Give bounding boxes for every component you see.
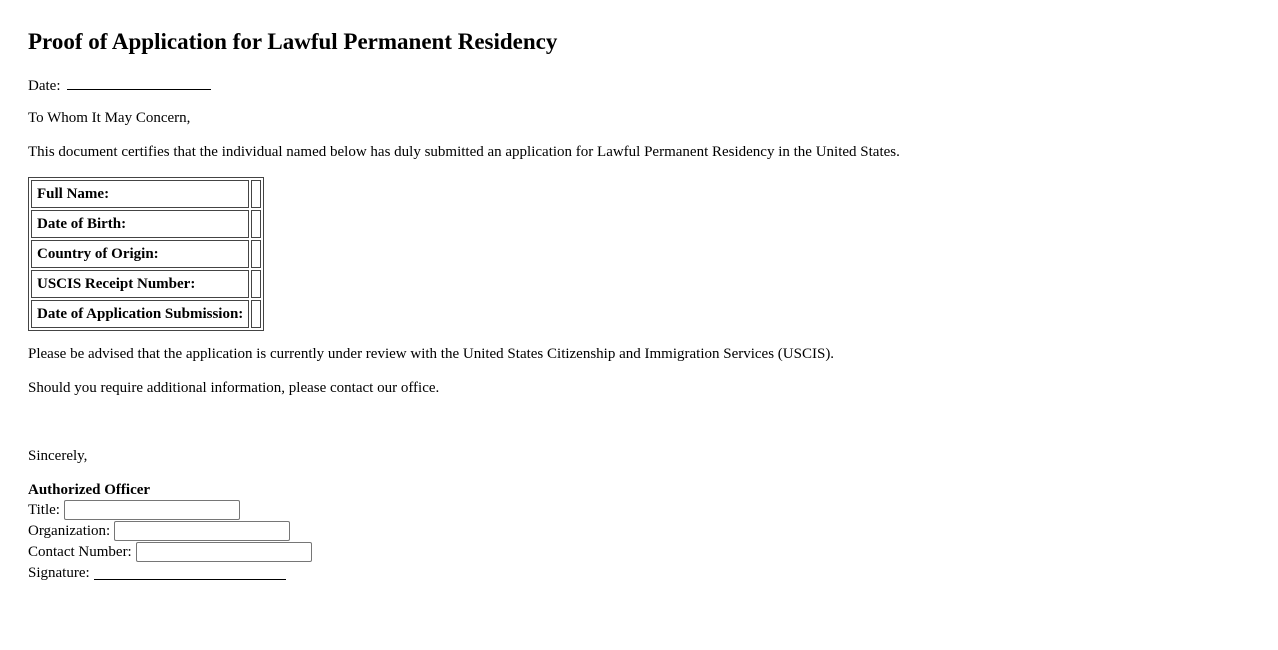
signature-label: Signature: bbox=[28, 564, 90, 581]
date-of-birth-label: Date of Birth: bbox=[31, 210, 249, 238]
contact-notice: Should you require additional information, please contact our office. bbox=[28, 380, 440, 396]
table-row bbox=[31, 270, 261, 298]
signature-row bbox=[28, 562, 312, 583]
full-name-label: Full Name: bbox=[31, 180, 249, 208]
title-input[interactable] bbox=[64, 500, 240, 520]
application-submission-date-label: Date of Application Submission: bbox=[31, 300, 249, 328]
table-row bbox=[31, 300, 261, 328]
contact-number-row bbox=[28, 541, 312, 562]
table-row bbox=[31, 240, 261, 268]
review-notice: Please be advised that the application is currently under review with the United States Citizenship and Immigration Services (USCIS). bbox=[28, 346, 835, 362]
application-submission-date-value bbox=[251, 300, 261, 328]
table-row bbox=[31, 210, 261, 238]
applicant-info-table bbox=[28, 177, 264, 331]
date-blank bbox=[67, 75, 211, 90]
document-title: Proof of Application for Lawful Permanent Residency bbox=[28, 29, 558, 54]
salutation: To Whom It May Concern, bbox=[28, 110, 191, 126]
contact-number-label: Contact Number: bbox=[28, 543, 132, 560]
officer-heading: Authorized Officer bbox=[28, 482, 151, 498]
organization-row bbox=[28, 520, 312, 541]
country-of-origin-label: Country of Origin: bbox=[31, 240, 249, 268]
date-line bbox=[28, 75, 211, 95]
uscis-receipt-number-value bbox=[251, 270, 261, 298]
date-of-birth-value bbox=[251, 210, 261, 238]
title-label: Title: bbox=[28, 501, 60, 518]
contact-number-input[interactable] bbox=[136, 542, 312, 562]
signature-block bbox=[28, 481, 312, 583]
signature-line bbox=[94, 565, 286, 580]
organization-input[interactable] bbox=[114, 521, 290, 541]
table-row bbox=[31, 180, 261, 208]
certification-paragraph: This document certifies that the individual named below has duly submitted an application for Lawful Permanent Residency in the United States. bbox=[28, 144, 900, 160]
organization-label: Organization: bbox=[28, 522, 111, 539]
country-of-origin-value bbox=[251, 240, 261, 268]
date-label: Date: bbox=[28, 78, 61, 94]
uscis-receipt-number-label: USCIS Receipt Number: bbox=[31, 270, 249, 298]
closing: Sincerely, bbox=[28, 448, 88, 464]
full-name-value bbox=[251, 180, 261, 208]
title-row bbox=[28, 499, 312, 520]
